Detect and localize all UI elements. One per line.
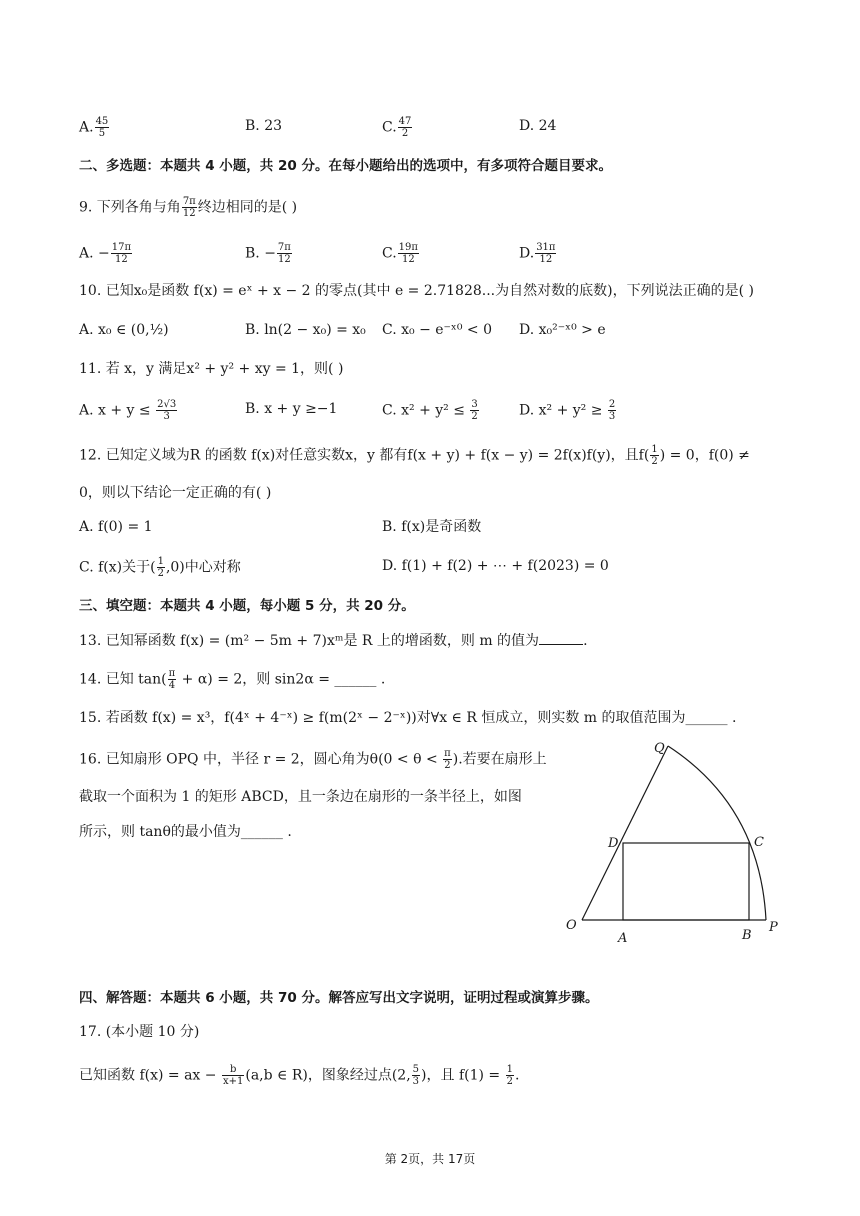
q11-option-b — [245, 399, 337, 419]
denominator: 3 — [163, 411, 170, 422]
option-prefix: C. — [382, 245, 397, 262]
q9-option-c — [382, 242, 420, 265]
q10-option-b: B. ln(2 − x₀) = x₀ — [245, 322, 366, 338]
label-b: B — [742, 928, 752, 942]
question-9-stem — [79, 196, 297, 219]
fraction — [168, 668, 177, 691]
numerator: 47 — [398, 116, 412, 127]
fraction — [608, 399, 616, 422]
fraction — [443, 748, 452, 771]
section-heading-fill-in: 三、填空题：本题共 4 小题，每小题 5 分，共 20 分。 — [79, 598, 415, 614]
denominator: 2 — [471, 411, 478, 422]
q9-option-b — [245, 242, 293, 265]
option-prefix: A. — [79, 119, 94, 136]
q11-option-c — [382, 399, 480, 422]
numerator: 19π — [398, 242, 418, 253]
numerator: 7π — [182, 196, 196, 207]
label-q: Q — [654, 741, 665, 756]
question-13 — [79, 630, 588, 651]
numerator: 2 — [608, 399, 616, 410]
numerator: 7π — [277, 242, 291, 253]
option-prefix: C. x² + y² ≤ — [382, 402, 470, 419]
numerator: 5 — [412, 1064, 420, 1075]
numerator: 2√3 — [157, 399, 177, 410]
fraction — [470, 399, 478, 422]
q9-option-a — [79, 242, 133, 265]
fraction — [650, 444, 658, 467]
option-prefix: D. — [519, 118, 535, 134]
q12-option-a: A. f(0) = 1 — [79, 519, 153, 535]
stem-text: ).若要在扇形上 — [452, 751, 547, 768]
fraction — [95, 116, 110, 139]
q8-option-d — [519, 116, 556, 136]
option-prefix: D. — [519, 245, 535, 262]
numerator: π — [444, 748, 451, 759]
stem-text: . — [583, 633, 588, 649]
numerator: 31π — [536, 242, 556, 253]
stem-text: + α) = 2，则 sin2α = — [177, 671, 335, 688]
numerator: π — [168, 668, 176, 679]
q8-option-a — [79, 116, 110, 139]
question-17-title: 17. (本小题 10 分) — [79, 1024, 200, 1040]
denominator: 12 — [278, 254, 291, 265]
section-heading-solutions: 四、解答题：本题共 6 小题，共 70 分。解答应写出文字说明，证明过程或演算步骤。 — [79, 990, 599, 1006]
numerator: 1 — [651, 444, 658, 455]
stem-text: 13. 已知幂函数 f(x) = (m² − 5m + 7)xᵐ是 R 上的增函数，则 m 的值为 — [79, 633, 540, 649]
option-text: 24 — [538, 118, 557, 134]
denominator: x+1 — [222, 1076, 244, 1087]
denominator: 12 — [115, 254, 128, 265]
fraction — [535, 242, 556, 265]
option-prefix: B. — [245, 118, 260, 134]
arc-pq — [668, 746, 766, 920]
denominator: 4 — [168, 680, 176, 691]
denominator: 3 — [412, 1076, 420, 1087]
fraction — [111, 242, 132, 265]
numerator: b — [222, 1064, 244, 1076]
question-10-stem: 10. 已知x₀是函数 f(x) = eˣ + x − 2 的零点(其中 e = 2.71828...为自然对数的底数)，下列说法正确的是( ) — [79, 283, 754, 299]
denominator: 12 — [182, 208, 196, 219]
question-12-stem — [79, 444, 750, 467]
label-a: A — [618, 931, 628, 942]
stem-text: 9. 下列各角与角 — [79, 199, 181, 216]
option-text: 23 — [264, 118, 283, 134]
denominator: 12 — [401, 254, 415, 265]
radius-oq — [582, 746, 668, 920]
option-prefix: B. x + y ≥−1 — [245, 401, 338, 417]
question-12-stem-cont: 0，则以下结论一定正确的有( ) — [79, 485, 272, 501]
denominator: 5 — [98, 128, 106, 139]
fraction — [506, 1064, 514, 1087]
fraction — [398, 242, 419, 265]
q8-option-b — [245, 116, 282, 136]
numerator: 17π — [111, 242, 132, 253]
q8-option-c — [382, 116, 413, 139]
option-prefix: D. x² + y² ≥ — [519, 402, 607, 419]
q11-option-d — [519, 399, 617, 422]
question-17-stem — [79, 1064, 519, 1087]
option-prefix: B. − — [245, 245, 276, 262]
label-p: P — [769, 920, 778, 935]
answer-blank — [539, 630, 583, 645]
stem-text: 已知函数 f(x) = ax − — [79, 1067, 221, 1084]
option-text: C. f(x)关于( — [79, 559, 156, 576]
q11-option-a — [79, 399, 178, 422]
denominator: 2 — [401, 128, 409, 139]
fraction — [277, 242, 292, 265]
q12-option-b: B. f(x)是奇函数 — [382, 519, 482, 535]
numerator: 1 — [157, 556, 164, 567]
question-11-stem: 11. 若 x，y 满足x² + y² + xy = 1，则( ) — [79, 361, 344, 377]
fraction — [157, 556, 165, 579]
q12-option-c — [79, 556, 241, 579]
denominator: 2 — [157, 568, 164, 579]
stem-text: 14. 已知 tan( — [79, 671, 167, 688]
q10-option-d: D. x₀²⁻ˣ⁰ > e — [519, 322, 606, 338]
stem-text: 12. 已知定义域为R 的函数 f(x)对任意实数x，y 都有f(x + y) + f(x − y) = 2f(x)f(y)，且f( — [79, 447, 650, 464]
fraction — [398, 116, 413, 139]
stem-text: (a,b ∈ R)，图象经过点(2, — [245, 1067, 411, 1084]
stem-text: ) = 0，f(0) ≠ — [659, 447, 750, 464]
fraction — [222, 1064, 244, 1087]
section-heading-multiple-choice: 二、多选题：本题共 4 小题，共 20 分。在每小题给出的选项中，有多项符合题目要求。 — [79, 158, 612, 174]
denominator: 12 — [539, 254, 553, 265]
denominator: 2 — [444, 760, 451, 771]
question-16-line-1 — [79, 748, 547, 771]
stem-text: 终边相同的是( ) — [197, 199, 298, 216]
option-text: ,0)中心对称 — [165, 559, 241, 576]
option-prefix: A. x + y ≤ — [79, 402, 156, 419]
stem-text: . — [514, 1067, 520, 1084]
numerator: 45 — [95, 116, 109, 127]
question-16-line-3: 所示，则 tanθ的最小值为______ . — [79, 824, 292, 840]
page-footer: 第 2页，共 17页 — [384, 1152, 476, 1166]
fraction — [412, 1064, 420, 1087]
denominator: 2 — [506, 1076, 513, 1087]
q10-option-a: A. x₀ ∈ (0,½) — [79, 322, 169, 338]
question-15: 15. 若函数 f(x) = x³，f(4ˣ + 4⁻ˣ) ≥ f(m(2ˣ − 2⁻ˣ))对∀x ∈ R 恒成立，则实数 m 的取值范围为______ . — [79, 710, 737, 726]
fraction — [156, 399, 177, 422]
fraction — [182, 196, 197, 219]
denominator: 3 — [608, 411, 616, 422]
q10-option-c: C. x₀ − e⁻ˣ⁰ < 0 — [382, 322, 493, 338]
rectangle-abcd — [623, 843, 749, 920]
denominator: 2 — [651, 456, 658, 467]
stem-text: ______ . — [334, 671, 386, 688]
option-prefix: A. − — [79, 245, 110, 262]
q12-option-d: D. f(1) + f(2) + ⋯ + f(2023) = 0 — [382, 558, 609, 574]
stem-text: 16. 已知扇形 OPQ 中，半径 r = 2，圆心角为θ(0 < θ < — [79, 751, 443, 768]
q9-option-d — [519, 242, 557, 265]
sector-figure — [560, 736, 790, 942]
question-16-line-2: 截取一个面积为 1 的矩形 ABCD，且一条边在扇形的一条半径上，如图 — [79, 789, 522, 805]
question-14 — [79, 668, 385, 691]
numerator: 3 — [471, 399, 478, 410]
label-d: D — [608, 836, 619, 851]
numerator: 1 — [506, 1064, 513, 1075]
label-o: O — [566, 918, 577, 933]
stem-text: )，且 f(1) = — [421, 1067, 505, 1084]
option-prefix: C. — [382, 119, 397, 136]
label-c: C — [754, 835, 764, 850]
